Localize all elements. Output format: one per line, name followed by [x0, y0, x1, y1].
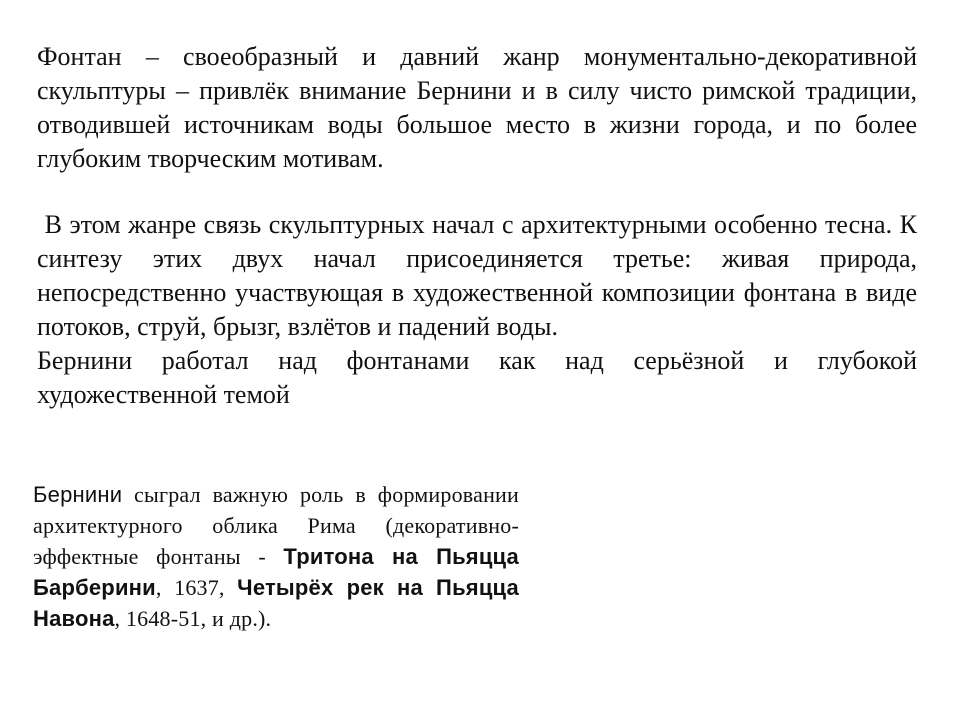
fountain-triton: Тритона на Пьяцца Барберини — [33, 544, 519, 600]
paragraph-synthesis-text: В этом жанре связь скульптурных начал с архитектурными особенно тесна. К синтезу этих двух начал присоединяется третье: живая природа, непосредственно участвующая в художественной композиции фонтана в виде потоков, струй, брызг, взлётов и падений воды. — [37, 210, 917, 341]
side-note — [33, 479, 519, 634]
fountain-four-rivers: Четырёх рек на Пьяцца Навона — [33, 575, 519, 631]
side-note-lead: Бернини — [33, 482, 123, 507]
main-text-block — [37, 40, 917, 412]
paragraph-bernini-theme: Бернини работал над фонтанами как над серьёзной и глубокой художественной темой — [37, 346, 917, 409]
side-note-text-3: , 1648-51, и др.). — [114, 606, 272, 631]
side-note-paragraph — [33, 479, 519, 634]
side-note-text-2: , 1637, — [155, 575, 238, 600]
paragraph-gap — [37, 176, 917, 208]
side-note-text-1: сыграл важную роль в формировании архитектурного облика Рима (декоративно-эффектные фонтаны - — [33, 482, 519, 569]
paragraph-fountain-genre: Фонтан – своеобразный и давний жанр монументально-декоративной скульптуры – привлёк внимание Бернини и в силу чисто римской традиции, отводившей источникам воды большое место в жизни города, и по более глубоким творческим мотивам. — [37, 42, 917, 173]
paragraph-synthesis — [37, 208, 917, 344]
